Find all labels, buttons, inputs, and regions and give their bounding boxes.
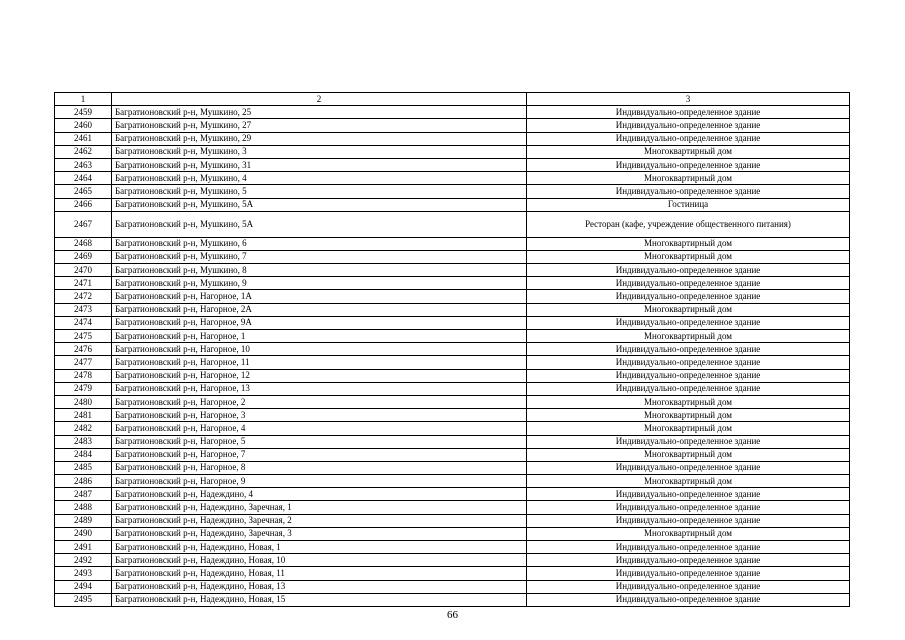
row-number-cell: 2486 bbox=[55, 475, 112, 488]
row-number-cell: 2465 bbox=[55, 185, 112, 198]
address-cell: Багратионовский р-н, Надеждино, Новая, 13 bbox=[112, 580, 527, 593]
row-number-cell: 2494 bbox=[55, 580, 112, 593]
table-row bbox=[55, 593, 850, 606]
row-number-cell: 2487 bbox=[55, 488, 112, 501]
building-type-cell: Индивидуально-определенное здание bbox=[527, 264, 850, 277]
address-cell: Багратионовский р-н, Нагорное, 3 bbox=[112, 409, 527, 422]
row-number-cell: 2489 bbox=[55, 514, 112, 527]
address-cell: Багратионовский р-н, Нагорное, 13 bbox=[112, 382, 527, 395]
address-cell: Багратионовский р-н, Надеждино, 4 bbox=[112, 488, 527, 501]
address-cell: Багратионовский р-н, Надеждино, Новая, 15 bbox=[112, 593, 527, 606]
address-cell: Багратионовский р-н, Мушкино, 25 bbox=[112, 106, 527, 119]
page-number: 66 bbox=[447, 609, 458, 621]
table-row bbox=[55, 211, 850, 237]
row-number-cell: 2464 bbox=[55, 172, 112, 185]
address-cell: Багратионовский р-н, Нагорное, 10 bbox=[112, 343, 527, 356]
row-number-cell: 2461 bbox=[55, 132, 112, 145]
row-number-cell: 2476 bbox=[55, 343, 112, 356]
building-type-cell: Индивидуально-определенное здание bbox=[527, 185, 850, 198]
table-row bbox=[55, 501, 850, 514]
table-row bbox=[55, 488, 850, 501]
table-row bbox=[55, 448, 850, 461]
row-number-cell: 2482 bbox=[55, 422, 112, 435]
address-cell: Багратионовский р-н, Надеждино, Заречная, 3 bbox=[112, 527, 527, 540]
address-cell: Багратионовский р-н, Нагорное, 9А bbox=[112, 316, 527, 329]
row-number-cell: 2462 bbox=[55, 145, 112, 158]
row-number-cell: 2459 bbox=[55, 106, 112, 119]
address-cell: Багратионовский р-н, Надеждино, Заречная, 2 bbox=[112, 514, 527, 527]
building-type-cell: Многоквартирный дом bbox=[527, 145, 850, 158]
building-type-cell: Многоквартирный дом bbox=[527, 250, 850, 263]
building-type-cell: Многоквартирный дом bbox=[527, 330, 850, 343]
address-cell: Багратионовский р-н, Мушкино, 5 bbox=[112, 185, 527, 198]
row-number-cell: 2490 bbox=[55, 527, 112, 540]
address-cell: Багратионовский р-н, Нагорное, 12 bbox=[112, 369, 527, 382]
row-number-cell: 2493 bbox=[55, 567, 112, 580]
address-cell: Багратионовский р-н, Мушкино, 6 bbox=[112, 237, 527, 250]
document-page bbox=[54, 92, 850, 607]
address-cell: Багратионовский р-н, Надеждино, Новая, 10 bbox=[112, 554, 527, 567]
building-type-cell: Индивидуально-определенное здание bbox=[527, 132, 850, 145]
row-number-cell: 2495 bbox=[55, 593, 112, 606]
row-number-cell: 2474 bbox=[55, 316, 112, 329]
address-cell: Багратионовский р-н, Нагорное, 2А bbox=[112, 303, 527, 316]
address-cell: Багратионовский р-н, Мушкино, 3 bbox=[112, 145, 527, 158]
table-row bbox=[55, 541, 850, 554]
address-cell: Багратионовский р-н, Нагорное, 4 bbox=[112, 422, 527, 435]
address-cell: Багратионовский р-н, Мушкино, 29 bbox=[112, 132, 527, 145]
row-number-cell: 2483 bbox=[55, 435, 112, 448]
table-row bbox=[55, 369, 850, 382]
table-row bbox=[55, 382, 850, 395]
table-row bbox=[55, 132, 850, 145]
address-cell: Багратионовский р-н, Мушкино, 5А bbox=[112, 211, 527, 237]
table-row bbox=[55, 580, 850, 593]
table-row bbox=[55, 554, 850, 567]
table-row bbox=[55, 395, 850, 408]
address-cell: Багратионовский р-н, Мушкино, 9 bbox=[112, 277, 527, 290]
table-row bbox=[55, 237, 850, 250]
column-header-2: 2 bbox=[112, 93, 527, 106]
row-number-cell: 2472 bbox=[55, 290, 112, 303]
building-type-cell: Многоквартирный дом bbox=[527, 409, 850, 422]
building-type-cell: Индивидуально-определенное здание bbox=[527, 290, 850, 303]
row-number-cell: 2463 bbox=[55, 158, 112, 171]
table-row bbox=[55, 106, 850, 119]
building-type-cell: Многоквартирный дом bbox=[527, 527, 850, 540]
table-row bbox=[55, 250, 850, 263]
building-type-cell: Гостиница bbox=[527, 198, 850, 211]
table-row bbox=[55, 567, 850, 580]
address-cell: Багратионовский р-н, Мушкино, 31 bbox=[112, 158, 527, 171]
address-cell: Багратионовский р-н, Нагорное, 5 bbox=[112, 435, 527, 448]
table-row bbox=[55, 330, 850, 343]
table-row bbox=[55, 527, 850, 540]
table-row bbox=[55, 409, 850, 422]
row-number-cell: 2468 bbox=[55, 237, 112, 250]
table-row bbox=[55, 185, 850, 198]
building-type-cell: Индивидуально-определенное здание bbox=[527, 106, 850, 119]
table-row bbox=[55, 461, 850, 474]
table-row bbox=[55, 343, 850, 356]
building-type-cell: Многоквартирный дом bbox=[527, 422, 850, 435]
address-cell: Багратионовский р-н, Надеждино, Новая, 1 bbox=[112, 541, 527, 554]
address-cell: Багратионовский р-н, Нагорное, 7 bbox=[112, 448, 527, 461]
building-type-cell: Многоквартирный дом bbox=[527, 237, 850, 250]
building-type-cell: Индивидуально-определенное здание bbox=[527, 488, 850, 501]
table-row bbox=[55, 119, 850, 132]
address-cell: Багратионовский р-н, Мушкино, 4 bbox=[112, 172, 527, 185]
row-number-cell: 2467 bbox=[55, 211, 112, 237]
row-number-cell: 2491 bbox=[55, 541, 112, 554]
building-type-cell: Многоквартирный дом bbox=[527, 172, 850, 185]
building-type-cell: Индивидуально-определенное здание bbox=[527, 369, 850, 382]
table-row bbox=[55, 422, 850, 435]
building-type-cell: Индивидуально-определенное здание bbox=[527, 580, 850, 593]
building-type-cell: Индивидуально-определенное здание bbox=[527, 501, 850, 514]
table-row bbox=[55, 145, 850, 158]
row-number-cell: 2471 bbox=[55, 277, 112, 290]
address-cell: Багратионовский р-н, Нагорное, 1А bbox=[112, 290, 527, 303]
building-type-cell: Ресторан (кафе, учреждение общественного питания) bbox=[527, 211, 850, 237]
row-number-cell: 2470 bbox=[55, 264, 112, 277]
address-cell: Багратионовский р-н, Мушкино, 8 bbox=[112, 264, 527, 277]
row-number-cell: 2475 bbox=[55, 330, 112, 343]
building-type-cell: Индивидуально-определенное здание bbox=[527, 382, 850, 395]
address-cell: Багратионовский р-н, Мушкино, 27 bbox=[112, 119, 527, 132]
column-header-1: 1 bbox=[55, 93, 112, 106]
address-cell: Багратионовский р-н, Мушкино, 7 bbox=[112, 250, 527, 263]
table-row bbox=[55, 316, 850, 329]
table-body bbox=[55, 106, 850, 607]
row-number-cell: 2477 bbox=[55, 356, 112, 369]
table-row bbox=[55, 264, 850, 277]
table-row bbox=[55, 198, 850, 211]
table-row bbox=[55, 435, 850, 448]
building-type-cell: Индивидуально-определенное здание bbox=[527, 554, 850, 567]
row-number-cell: 2479 bbox=[55, 382, 112, 395]
address-cell: Багратионовский р-н, Нагорное, 11 bbox=[112, 356, 527, 369]
row-number-cell: 2485 bbox=[55, 461, 112, 474]
row-number-cell: 2469 bbox=[55, 250, 112, 263]
row-number-cell: 2481 bbox=[55, 409, 112, 422]
table-row bbox=[55, 172, 850, 185]
address-cell: Багратионовский р-н, Нагорное, 9 bbox=[112, 475, 527, 488]
table-row bbox=[55, 158, 850, 171]
row-number-cell: 2473 bbox=[55, 303, 112, 316]
building-type-cell: Индивидуально-определенное здание bbox=[527, 119, 850, 132]
table-row bbox=[55, 514, 850, 527]
row-number-cell: 2480 bbox=[55, 395, 112, 408]
building-type-cell: Индивидуально-определенное здание bbox=[527, 514, 850, 527]
address-table bbox=[54, 92, 850, 607]
building-type-cell: Индивидуально-определенное здание bbox=[527, 343, 850, 356]
building-type-cell: Индивидуально-определенное здание bbox=[527, 461, 850, 474]
building-type-cell: Индивидуально-определенное здание bbox=[527, 277, 850, 290]
table-row bbox=[55, 356, 850, 369]
building-type-cell: Индивидуально-определенное здание bbox=[527, 435, 850, 448]
building-type-cell: Многоквартирный дом bbox=[527, 395, 850, 408]
row-number-cell: 2478 bbox=[55, 369, 112, 382]
building-type-cell: Индивидуально-определенное здание bbox=[527, 158, 850, 171]
building-type-cell: Индивидуально-определенное здание bbox=[527, 541, 850, 554]
table-row bbox=[55, 475, 850, 488]
table-row bbox=[55, 290, 850, 303]
table-row bbox=[55, 303, 850, 316]
address-cell: Багратионовский р-н, Мушкино, 5А bbox=[112, 198, 527, 211]
building-type-cell: Индивидуально-определенное здание bbox=[527, 356, 850, 369]
address-cell: Багратионовский р-н, Нагорное, 8 bbox=[112, 461, 527, 474]
row-number-cell: 2492 bbox=[55, 554, 112, 567]
building-type-cell: Индивидуально-определенное здание bbox=[527, 316, 850, 329]
row-number-cell: 2484 bbox=[55, 448, 112, 461]
building-type-cell: Индивидуально-определенное здание bbox=[527, 567, 850, 580]
row-number-cell: 2466 bbox=[55, 198, 112, 211]
address-cell: Багратионовский р-н, Нагорное, 1 bbox=[112, 330, 527, 343]
address-cell: Багратионовский р-н, Нагорное, 2 bbox=[112, 395, 527, 408]
row-number-cell: 2488 bbox=[55, 501, 112, 514]
building-type-cell: Многоквартирный дом bbox=[527, 303, 850, 316]
address-cell: Багратионовский р-н, Надеждино, Новая, 11 bbox=[112, 567, 527, 580]
row-number-cell: 2460 bbox=[55, 119, 112, 132]
building-type-cell: Многоквартирный дом bbox=[527, 448, 850, 461]
building-type-cell: Индивидуально-определенное здание bbox=[527, 593, 850, 606]
column-header-3: 3 bbox=[527, 93, 850, 106]
table-row bbox=[55, 277, 850, 290]
building-type-cell: Многоквартирный дом bbox=[527, 475, 850, 488]
header-row bbox=[55, 93, 850, 106]
address-cell: Багратионовский р-н, Надеждино, Заречная, 1 bbox=[112, 501, 527, 514]
